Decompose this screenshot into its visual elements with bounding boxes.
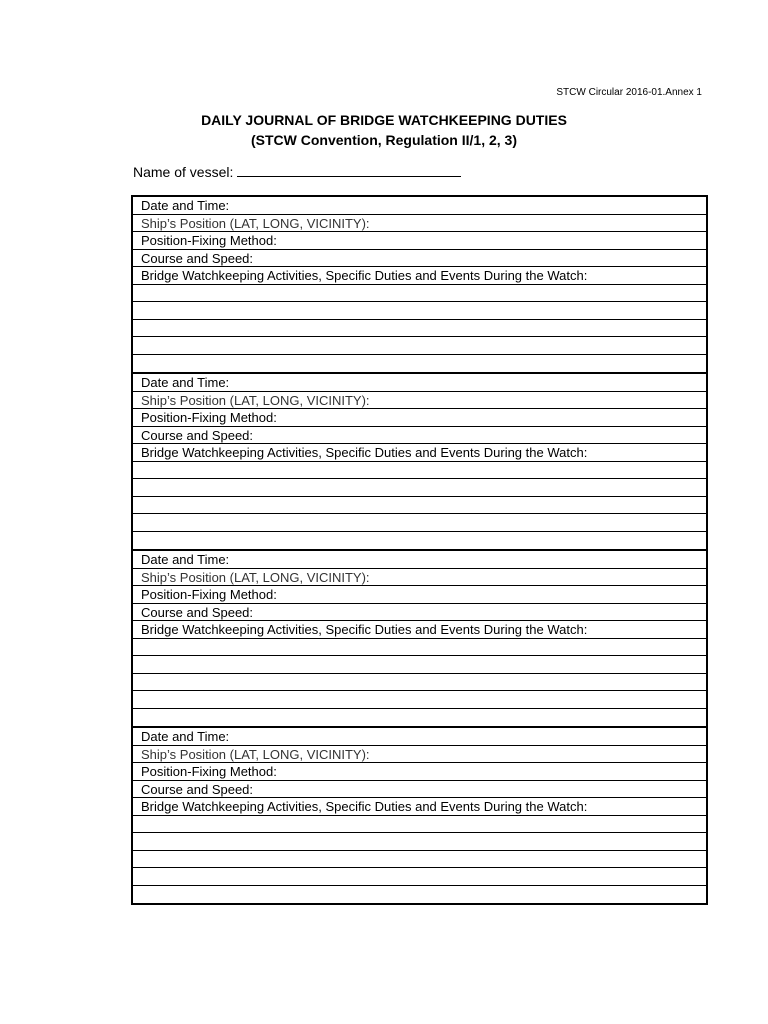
ship-position-row[interactable]: Ship’s Position (LAT, LONG, VICINITY): [133,746,706,764]
ship-position-row[interactable]: Ship’s Position (LAT, LONG, VICINITY): [133,215,706,233]
activities-blank-row[interactable] [133,691,706,709]
activities-blank-row[interactable] [133,302,706,320]
activities-blank-row[interactable] [133,816,706,834]
date-time-row[interactable]: Date and Time: [133,374,706,392]
course-speed-row[interactable]: Course and Speed: [133,250,706,268]
position-fixing-method-row[interactable]: Position-Fixing Method: [133,586,706,604]
date-time-row[interactable]: Date and Time: [133,728,706,746]
activities-blank-row[interactable] [133,532,706,550]
page-title: DAILY JOURNAL OF BRIDGE WATCHKEEPING DUTIES [201,112,567,128]
ship-position-row[interactable]: Ship’s Position (LAT, LONG, VICINITY): [133,569,706,587]
activities-label-row: Bridge Watchkeeping Activities, Specific Duties and Events During the Watch: [133,621,706,639]
activities-blank-row[interactable] [133,514,706,532]
reference-label: STCW Circular 2016-01.Annex 1 [556,87,702,98]
watch-entry-3 [133,549,706,726]
activities-blank-row[interactable] [133,851,706,869]
activities-blank-row[interactable] [133,320,706,338]
vessel-name-field[interactable] [237,163,461,177]
activities-blank-row[interactable] [133,656,706,674]
activities-label-row: Bridge Watchkeeping Activities, Specific Duties and Events During the Watch: [133,444,706,462]
vessel-name-line [133,163,461,180]
activities-blank-row[interactable] [133,886,706,904]
position-fixing-method-row[interactable]: Position-Fixing Method: [133,763,706,781]
position-fixing-method-row[interactable]: Position-Fixing Method: [133,232,706,250]
activities-blank-row[interactable] [133,355,706,373]
activities-blank-row[interactable] [133,639,706,657]
date-time-row[interactable]: Date and Time: [133,197,706,215]
activities-blank-row[interactable] [133,337,706,355]
activities-blank-row[interactable] [133,833,706,851]
date-time-row[interactable]: Date and Time: [133,551,706,569]
activities-blank-row[interactable] [133,868,706,886]
watch-entry-4 [133,726,706,903]
ship-position-row[interactable]: Ship’s Position (LAT, LONG, VICINITY): [133,392,706,410]
vessel-name-label: Name of vessel: [133,164,234,180]
page-subtitle: (STCW Convention, Regulation II/1, 2, 3) [250,132,517,148]
course-speed-row[interactable]: Course and Speed: [133,427,706,445]
course-speed-row[interactable]: Course and Speed: [133,781,706,799]
course-speed-row[interactable]: Course and Speed: [133,604,706,622]
activities-label-row: Bridge Watchkeeping Activities, Specific Duties and Events During the Watch: [133,798,706,816]
activities-blank-row[interactable] [133,497,706,515]
activities-blank-row[interactable] [133,285,706,303]
activities-blank-row[interactable] [133,674,706,692]
activities-blank-row[interactable] [133,462,706,480]
watch-entry-2 [133,372,706,549]
activities-blank-row[interactable] [133,709,706,727]
position-fixing-method-row[interactable]: Position-Fixing Method: [133,409,706,427]
watch-journal-table [131,195,708,905]
watch-entry-1 [133,197,706,372]
activities-label-row: Bridge Watchkeeping Activities, Specific Duties and Events During the Watch: [133,267,706,285]
activities-blank-row[interactable] [133,479,706,497]
